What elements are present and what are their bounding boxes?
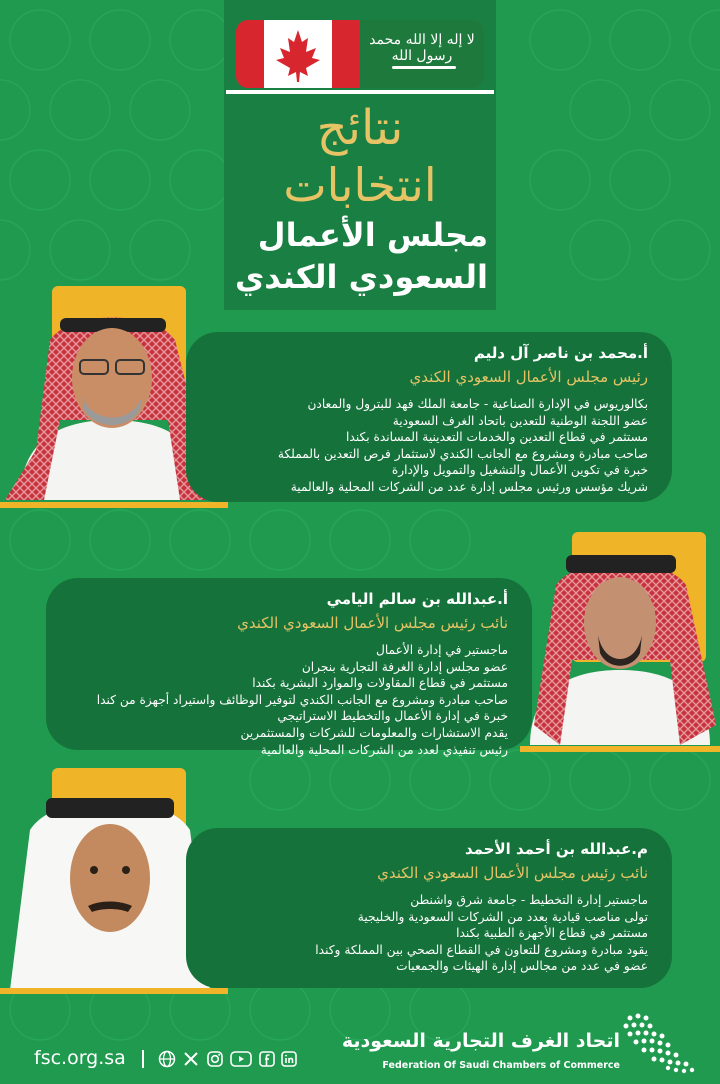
sword-icon [392, 66, 456, 69]
bio-line: ماجستير في إدارة الأعمال [375, 643, 508, 657]
footer-separator [142, 1050, 144, 1068]
saudi-flag-icon [360, 20, 484, 88]
canada-flag-icon [236, 20, 360, 88]
gold-accent-bar [0, 502, 228, 508]
member-card-1 [186, 332, 672, 502]
member-role: نائب رئيس مجلس الأعمال السعودي الكندي [377, 864, 648, 882]
bio-line: تولى مناصب قيادية بعدد من الشركات السعودية والخليجية [357, 909, 648, 924]
bio-line: يقدم الاستشارات والمعلومات للشركات والمستثمرين [240, 725, 508, 740]
x-icon[interactable] [182, 1050, 200, 1068]
member-name: م.عبدالله بن أحمد الأحمد [464, 840, 648, 858]
member-photo-2 [520, 545, 720, 745]
member-card-2 [46, 578, 532, 757]
bio-line: صاحب مبادرة ومشروع مع الجانب الكندي لتوفير الوظائف واستيراد أجهزة من كندا [96, 692, 508, 707]
gold-accent-bar [0, 988, 228, 994]
instagram-icon[interactable] [206, 1050, 224, 1068]
header-divider [226, 90, 494, 94]
bio-line: خبرة في إدارة الأعمال والتخطيط الاستراتيجي [277, 709, 508, 724]
linkedin-icon[interactable] [280, 1050, 298, 1068]
bio-line: خبرة في تكوين الأعمال والتشغيل والتمويل والإدارة [391, 463, 648, 478]
flags-banner [236, 20, 484, 88]
member-card-3 [186, 828, 672, 988]
bio-line: صاحب مبادرة ومشروع مع الجانب الكندي لاستثمار فرص التعدين بالمملكة [277, 446, 648, 461]
bio-line: مستثمر في قطاع الأجهزة الطبية بكندا [456, 926, 648, 941]
bio-line: مستثمر في قطاع المقاولات والموارد البشرية بكندا [252, 676, 508, 691]
member-bio [210, 892, 648, 975]
bio-line: ماجستير إدارة التخطيط - جامعة شرق واشنطن [410, 893, 648, 907]
member-bio [210, 396, 648, 496]
title-elections: انتخابات [283, 158, 437, 212]
org-name-arabic: اتحاد الغرف التجارية السعودية [341, 1030, 620, 1052]
member-name: أ.محمد بن ناصر آل دليم [473, 344, 648, 362]
member-role: رئيس مجلس الأعمال السعودي الكندي [409, 368, 648, 386]
bio-line: عضو في عدد من مجالس إدارة الهيئات والجمعيات [396, 959, 648, 974]
website-link[interactable]: fsc.org.sa [34, 1047, 126, 1069]
bio-line: مستثمر في قطاع التعدين والخدمات التعدينية المساندة بكندا [346, 430, 648, 445]
title-council: مجلس الأعمال [257, 216, 488, 254]
bio-line: رئيس تنفيذي لعدد من الشركات المحلية والعالمية [260, 742, 508, 757]
fsc-logo-icon [620, 1010, 700, 1074]
bio-line: عضو مجلس إدارة الغرفة التجارية بنجران [301, 659, 508, 674]
bio-line: شريك مؤسس ورئيس مجلس إدارة عدد من الشركات المحلية والعالمية [290, 479, 648, 494]
member-name: أ.عبدالله بن سالم اليامي [326, 590, 508, 608]
member-bio [70, 642, 508, 758]
title-results: نتائج [316, 100, 404, 156]
facebook-icon[interactable] [258, 1050, 276, 1068]
bio-line: عضو اللجنة الوطنية للتعدين باتحاد الغرف السعودية [392, 413, 648, 428]
globe-icon[interactable] [158, 1050, 176, 1068]
gold-accent-bar [520, 746, 720, 752]
saudi-flag-script: لا إله إلا الله محمد رسول الله [369, 32, 475, 64]
bio-line: يقود مبادرة ومشروع للتعاون في القطاع الصحي بين المملكة وكندا [315, 942, 648, 957]
bio-line: بكالوريوس في الإدارة الصناعية - جامعة الملك فهد للبترول والمعادن [307, 397, 648, 411]
title-saudi-canadian: السعودي الكندي [234, 258, 488, 296]
youtube-icon[interactable] [230, 1050, 252, 1068]
member-role: نائب رئيس مجلس الأعمال السعودي الكندي [237, 614, 508, 632]
org-name-english: Federation Of Saudi Chambers of Commerce [382, 1060, 620, 1071]
